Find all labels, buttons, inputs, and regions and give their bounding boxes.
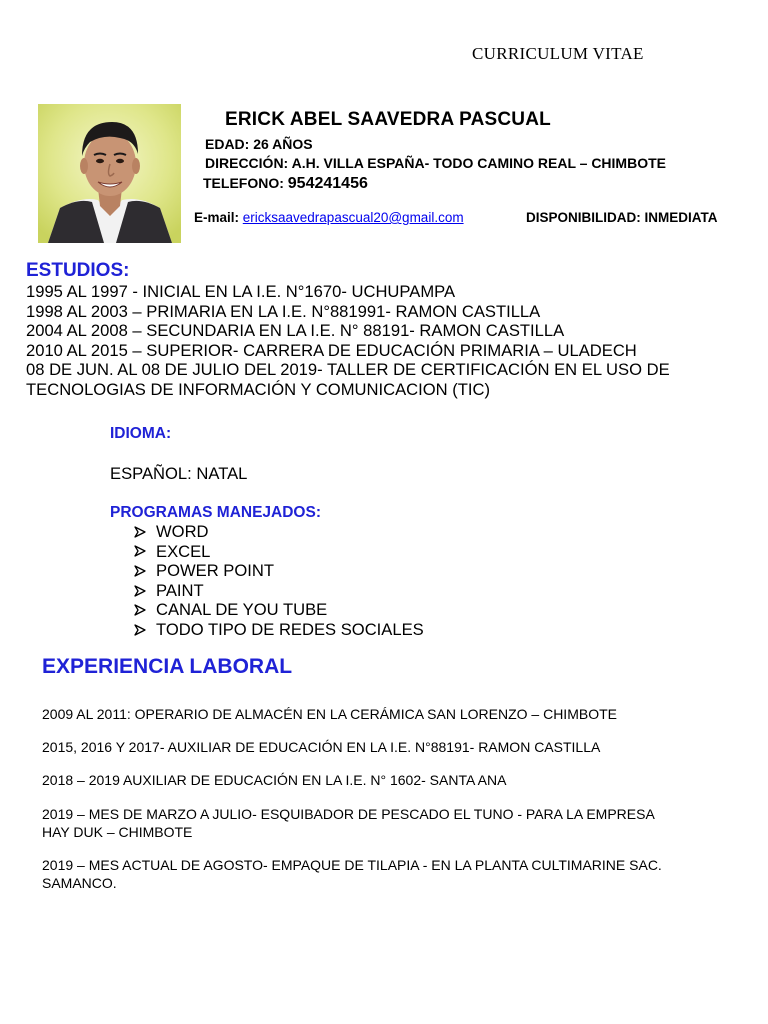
list-item — [134, 600, 424, 620]
program-label: POWER POINT — [156, 561, 275, 581]
list-item — [134, 542, 424, 562]
language-heading: IDIOMA: — [110, 425, 172, 442]
profile-photo — [38, 104, 181, 243]
experience-item: 2019 – MES ACTUAL DE AGOSTO- EMPAQUE DE TILAPIA - EN LA PLANTA CULTIMARINE SAC. SAMANCO. — [42, 857, 662, 891]
address-field: DIRECCIÓN: A.H. VILLA ESPAÑA- TODO CAMINO REAL – CHIMBOTE — [205, 155, 666, 171]
program-label: PAINT — [156, 580, 204, 600]
studies-line: 08 DE JUN. AL 08 DE JULIO DEL 2019- TALLER DE CERTIFICACIÓN EN EL USO DE — [26, 360, 670, 380]
arrowhead-bullet-icon — [134, 624, 146, 636]
program-label: EXCEL — [156, 541, 211, 561]
experience-item: 2019 – MES DE MARZO A JULIO- ESQUIBADOR DE PESCADO EL TUNO - PARA LA EMPRESA HAY DUK – CHIMBOTE — [42, 806, 655, 840]
language-value: ESPAÑOL: NATAL — [110, 464, 248, 483]
email-field — [194, 210, 464, 225]
studies-line: 2010 AL 2015 – SUPERIOR- CARRERA DE EDUCACIÓN PRIMARIA – ULADECH — [26, 340, 637, 360]
email-link[interactable]: ericksaavedrapascual20@gmail.com — [242, 210, 464, 225]
studies-line: 1995 AL 1997 - INICIAL EN LA I.E. N°1670- UCHUPAMPA — [26, 282, 456, 301]
list-item — [134, 561, 424, 581]
arrowhead-bullet-icon — [134, 604, 146, 616]
phone-field — [203, 175, 368, 193]
studies-line: TECNOLOGIAS DE INFORMACIÓN Y COMUNICACION (TIC) — [26, 379, 491, 399]
programs-heading: PROGRAMAS MANEJADOS: — [110, 504, 321, 521]
experience-item: 2015, 2016 Y 2017- AUXILIAR DE EDUCACIÓN EN LA I.E. N°88191- RAMON CASTILLA — [42, 739, 601, 755]
email-label: E-mail: — [194, 210, 243, 225]
phone-label: TELEFONO: — [203, 175, 288, 191]
candidate-name: ERICK ABEL SAAVEDRA PASCUAL — [225, 109, 551, 130]
list-item — [134, 522, 424, 542]
availability-field: DISPONIBILIDAD: INMEDIATA — [526, 210, 718, 225]
arrowhead-bullet-icon — [134, 545, 146, 557]
program-label: TODO TIPO DE REDES SOCIALES — [156, 619, 424, 639]
list-item — [134, 620, 424, 640]
studies-line: 2004 AL 2008 – SECUNDARIA EN LA I.E. N° 88191- RAMON CASTILLA — [26, 321, 565, 341]
arrowhead-bullet-icon — [134, 526, 146, 538]
program-label: WORD — [156, 522, 209, 541]
age-field: EDAD: 26 AÑOS — [205, 136, 313, 152]
list-item — [134, 581, 424, 601]
programs-list — [134, 522, 424, 640]
experience-item: 2009 AL 2011: OPERARIO DE ALMACÉN EN LA CERÁMICA SAN LORENZO – CHIMBOTE — [42, 706, 617, 722]
studies-heading: ESTUDIOS: — [26, 260, 130, 281]
arrowhead-bullet-icon — [134, 585, 146, 597]
program-label: CANAL DE YOU TUBE — [156, 600, 328, 620]
experience-heading: EXPERIENCIA LABORAL — [42, 655, 293, 678]
document-title: CURRICULUM VITAE — [472, 44, 644, 63]
studies-list — [26, 282, 670, 400]
phone-number: 954241456 — [287, 175, 368, 192]
arrowhead-bullet-icon — [134, 565, 146, 577]
studies-line: 1998 AL 2003 – PRIMARIA EN LA I.E. N°881991- RAMON CASTILLA — [26, 301, 541, 321]
experience-item: 2018 – 2019 AUXILIAR DE EDUCACIÓN EN LA I.E. N° 1602- SANTA ANA — [42, 772, 507, 788]
